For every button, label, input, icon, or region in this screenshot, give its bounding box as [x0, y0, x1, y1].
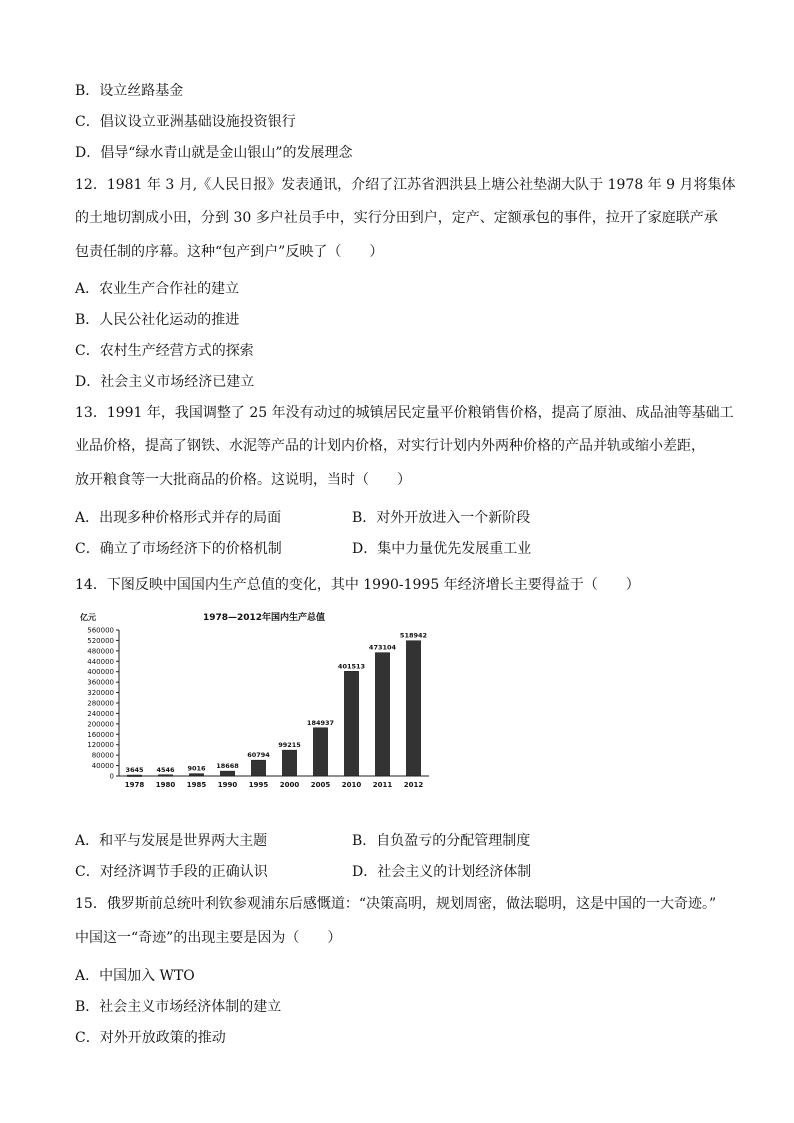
chart-data-label: 9016: [187, 764, 206, 773]
q14-option-b: B．自负盈亏的分配管理制度: [352, 833, 531, 849]
chart-bar: [406, 641, 420, 776]
chart-y-tick-label: 240000: [87, 709, 114, 718]
q11-option-c: C．倡议设立亚洲基础设施投资银行: [75, 114, 296, 130]
chart-data-label: 473104: [368, 643, 397, 652]
chart-bar: [189, 774, 203, 776]
q12-option-c: C．农村生产经营方式的探索: [75, 343, 254, 359]
chart-y-tick-label: 160000: [87, 730, 114, 739]
chart-data-label: 60794: [247, 751, 270, 760]
chart-data-label: 3645: [125, 766, 144, 775]
chart-bar: [313, 728, 327, 776]
q15-stem-line2: 中国这一“奇迹”的出现主要是因为（ ）: [75, 930, 342, 946]
chart-y-tick-label: 320000: [87, 689, 114, 698]
chart-x-tick-label: 2010: [341, 781, 362, 789]
q14-stem-line1: 14．下图反映中国国内生产总值的变化，其中 1990-1995 年经济增长主要得益于（ ）: [75, 577, 640, 593]
chart-data-label: 401513: [337, 662, 366, 671]
chart-bar: [158, 775, 172, 777]
chart-x-tick-label: 2012: [403, 781, 424, 789]
chart-y-tick-label: 80000: [91, 751, 114, 760]
chart-y-tick-label: 280000: [87, 699, 114, 708]
chart-y-tick-label: 200000: [87, 720, 114, 729]
chart-y-tick-label: 520000: [87, 636, 114, 645]
chart-x-tick-label: 1990: [217, 781, 238, 789]
q14-option-d: D．社会主义的计划经济体制: [352, 864, 532, 880]
chart-y-tick-label: 400000: [87, 668, 114, 677]
chart-x-tick-label: 1978: [124, 781, 145, 789]
q15-option-c: C．对外开放政策的推动: [75, 1030, 226, 1046]
chart-data-label: 184937: [306, 718, 335, 727]
chart-plot-area: [87, 627, 429, 790]
q15-stem-line1: 15．俄罗斯前总统叶利钦参观浦东后感慨道：“决策高明，规划周密，做法聪明，这是中国的一大奇迹。”: [75, 896, 717, 912]
q12-stem-line3: 包责任制的序幕。这种“包产到户”反映了（ ）: [75, 244, 384, 260]
chart-bar: [127, 775, 141, 777]
q12-stem-line1: 12．1981 年 3 月,《人民日报》发表通讯，介绍了江苏省泗洪县上塘公社垫湖大队于 1978 年 9 月将集体: [75, 177, 736, 193]
q12-option-b: B．人民公社化运动的推进: [75, 312, 240, 328]
gdp-bar-chart: [75, 604, 435, 792]
chart-data-label: 4546: [156, 765, 175, 774]
chart-y-tick-label: 440000: [87, 657, 114, 666]
chart-y-tick-label: 560000: [87, 626, 114, 635]
q14-option-c: C．对经济调节手段的正确认识: [75, 864, 268, 880]
chart-y-tick-label: 120000: [87, 741, 114, 750]
q15-option-b: B．社会主义市场经济体制的建立: [75, 999, 282, 1015]
chart-bar: [344, 671, 358, 776]
chart-y-axis-label: 亿元: [80, 613, 96, 622]
chart-data-label: 518942: [399, 631, 428, 640]
chart-data-label: 18668: [216, 762, 239, 771]
chart-x-tick-label: 2011: [372, 781, 393, 789]
chart-y-tick-label: 40000: [91, 762, 114, 771]
q12-option-d: D．社会主义市场经济已建立: [75, 374, 255, 390]
chart-bar: [251, 760, 265, 776]
q11-option-d: D．倡导“绿水青山就是金山银山”的发展理念: [75, 145, 353, 161]
q13-option-d: D．集中力量优先发展重工业: [352, 541, 532, 557]
chart-bar: [220, 771, 234, 776]
chart-x-tick-label: 2005: [310, 781, 331, 789]
q15-option-a: A．中国加入 WTO: [75, 968, 195, 984]
q13-stem-line1: 13．1991 年，我国调整了 25 年没有动过的城镇居民定量平价粮销售价格，提高了原油、成品油等基础工: [75, 405, 734, 421]
q13-option-c: C．确立了市场经济下的价格机制: [75, 541, 282, 557]
chart-title: 1978—2012年国内生产总值: [202, 613, 326, 623]
q13-stem-line3: 放开粮食等一大批商品的价格。这说明，当时（ ）: [75, 472, 411, 488]
chart-bar: [375, 653, 389, 776]
chart-x-tick-label: 1980: [155, 781, 176, 789]
q14-option-a: A．和平与发展是世界两大主题: [75, 833, 268, 849]
chart-y-tick-label: 0: [109, 772, 114, 781]
chart-x-tick-label: 2000: [279, 781, 300, 789]
q13-stem-line2: 业品价格，提高了钢铁、水泥等产品的计划内价格，对实行计划内外两种价格的产品并轨或缩小差距，: [75, 438, 705, 454]
q12-stem-line2: 的土地切割成小田，分到 30 多户社员手中，实行分田到户，定产、定额承包的事件，拉开了家庭联产承: [75, 210, 718, 226]
chart-x-tick-label: 1985: [186, 781, 207, 789]
chart-y-tick-label: 360000: [87, 678, 114, 687]
chart-data-label: 99215: [278, 741, 301, 750]
q12-option-a: A．农业生产合作社的建立: [75, 281, 240, 297]
chart-y-tick-label: 480000: [87, 647, 114, 656]
chart-x-tick-label: 1995: [248, 781, 269, 789]
chart-bar: [282, 750, 296, 776]
q13-option-a: A．出现多种价格形式并存的局面: [75, 510, 282, 526]
q13-option-b: B．对外开放进入一个新阶段: [352, 510, 531, 526]
q11-option-b: B．设立丝路基金: [75, 83, 184, 99]
